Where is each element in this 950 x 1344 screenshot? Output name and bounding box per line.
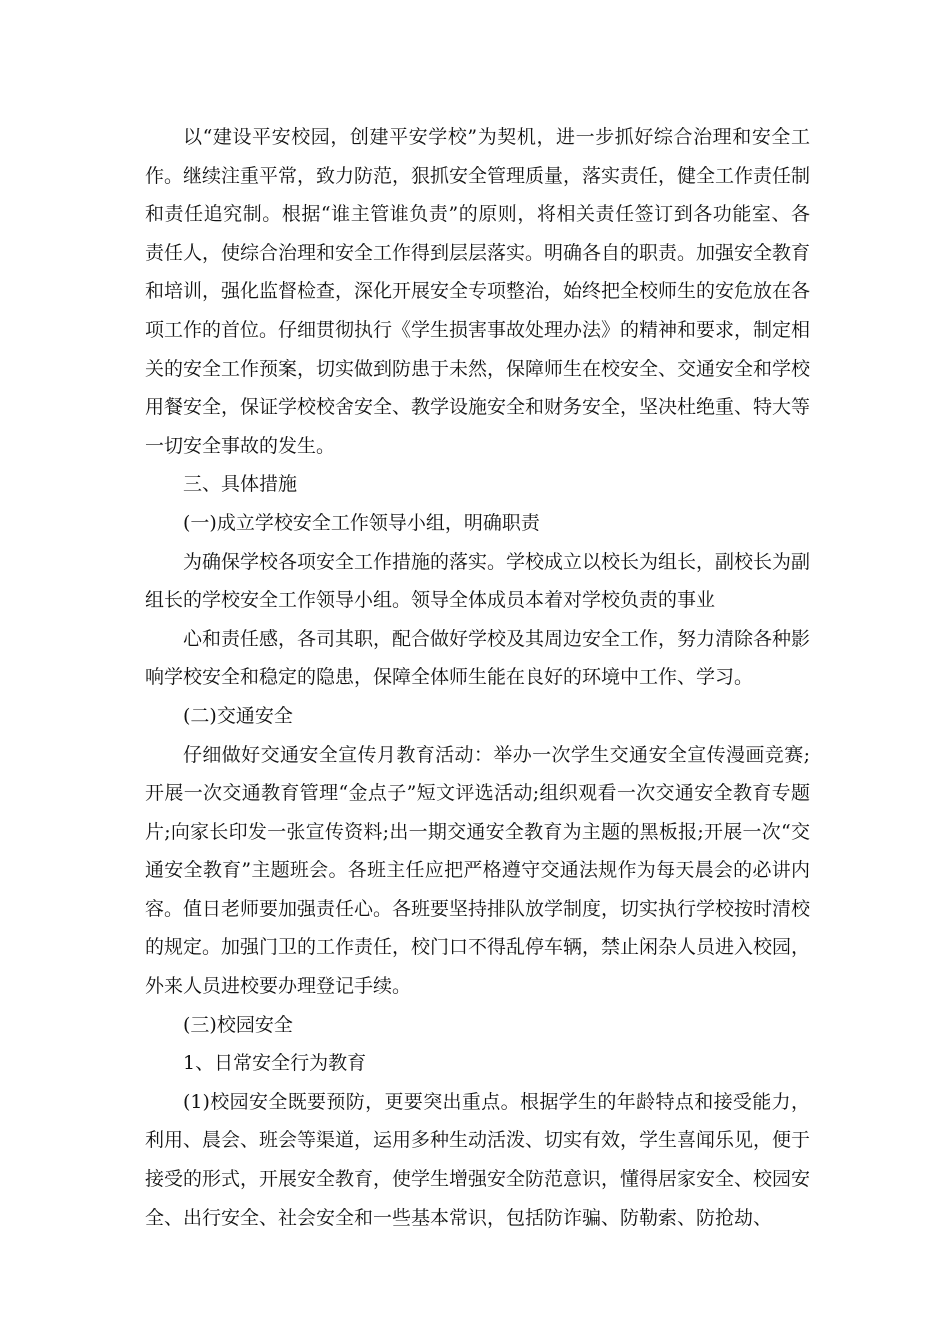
intro-paragraph: 以“建设平安校园，创建平安学校”为契机，进一步抓好综合治理和安全工作。继续注重平常，致力防范，狠抓安全管理质量，落实责任，健全工作责任制和责任追究制。根据“谁主管谁负责”的原则，将相关责任签订到各功能室、各责任人，使综合治理和安全工作得到层层落实。明确各自的职责。加强安全教育和培训，强化监督检查，深化开展安全专项整治，始终把全校师生的安危放在各项工作的首位。仔细贯彻执行《学生损害事故处理办法》的精神和要求，制定相关的安全工作预案，切实做到防患于未然，保障师生在校安全、交通安全和学校用餐安全，保证学校校舍安全、教学设施安全和财务安全，坚决杜绝重、特大等一切安全事故的发生。 [145,126,811,457]
leadership-paragraph-continued: 心和责任感，各司其职，配合做好学校及其周边安全工作，努力清除各种影响学校安全和稳定的隐患，保障全体师生能在良好的环境中工作、学习。 [145,627,811,689]
campus-safety-paragraph: (1)校园安全既要预防，更要突出重点。根据学生的年龄特点和接受能力，利用、晨会、班会等渠道，运用多种生动活泼、切实有效，学生喜闻乐见，便于接受的形式，开展安全教育，使学生增强安全防范意识，懂得居家安全、校园安全、出行安全、社会安全和一些基本常识，包括防诈骗、防勒索、防抢劫、 [145,1090,811,1229]
subsection-heading-leadership: (一)成立学校安全工作领导小组，明确职责 [183,511,540,534]
section-heading-measures: 三、具体措施 [183,473,298,496]
document-page [145,118,810,1237]
subsection-heading-traffic: (二)交通安全 [183,704,293,727]
item-heading-daily-education: 1、日常安全行为教育 [183,1052,367,1075]
traffic-paragraph: 仔细做好交通安全宣传月教育活动：举办一次学生交通安全宣传漫画竞赛;开展一次交通教育管理“金点子”短文评选活动;组织观看一次交通安全教育专题片;向家长印发一张宣传资料;出一期交通安全教育为主题的黑板报;开展一次“交通安全教育”主题班会。各班主任应把严格遵守交通法规作为每天晨会的必讲内容。值日老师要加强责任心。各班要坚持排队放学制度，切实执行学校按时清校的规定。加强门卫的工作责任，校门口不得乱停车辆，禁止闲杂人员进入校园，外来人员进校要办理登记手续。 [145,743,811,998]
subsection-heading-campus: (三)校园安全 [183,1013,293,1036]
leadership-paragraph: 为确保学校各项安全工作措施的落实。学校成立以校长为组长，副校长为副组长的学校安全工作领导小组。领导全体成员本着对学校负责的事业 [145,550,811,612]
